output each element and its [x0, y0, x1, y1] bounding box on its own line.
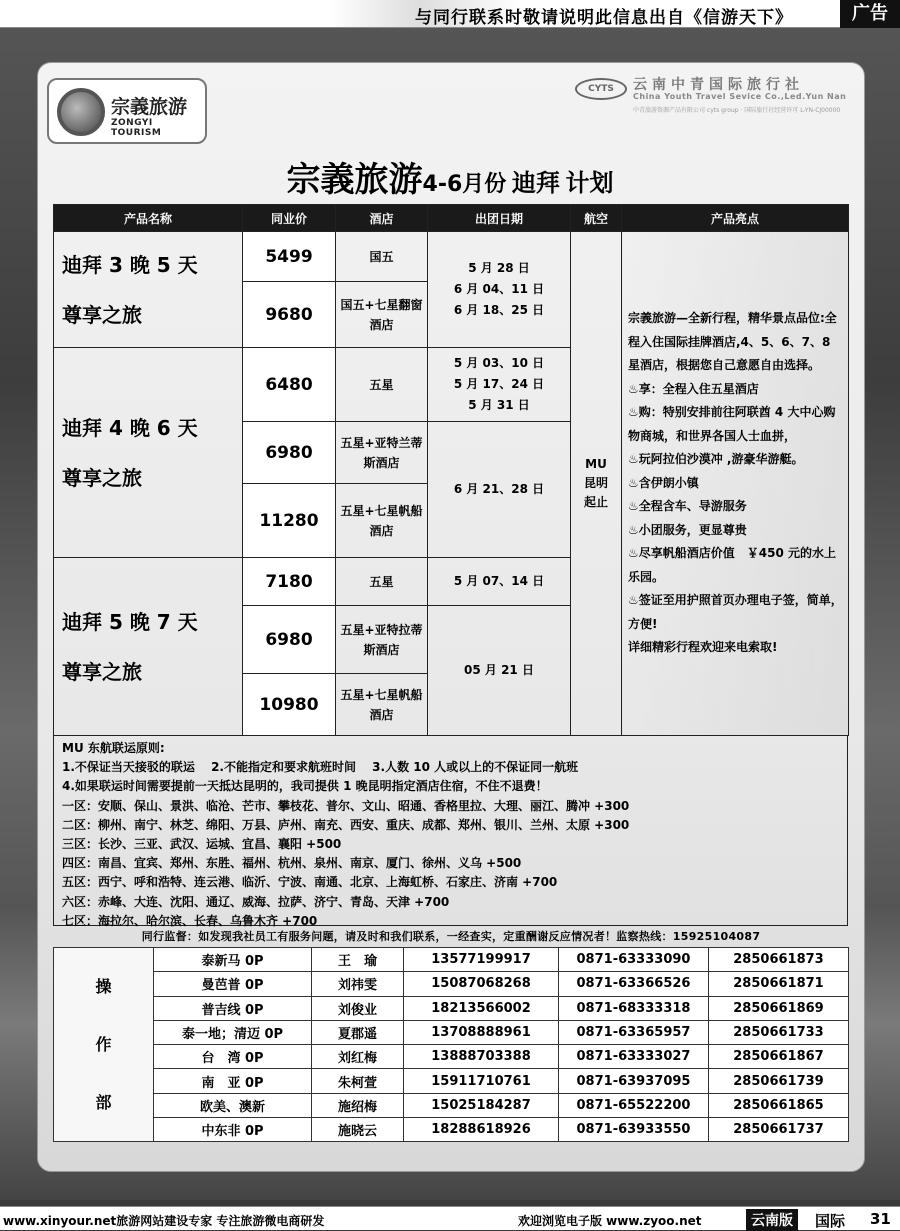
rules-line: 4.如果联运时间需要提前一天抵达昆明的，我司提供 1 晚昆明指定酒店住宿，不住不退费！ [62, 779, 548, 794]
partner-name: 云南中青国际旅行社 [633, 77, 804, 93]
hotel: 五星+七星帆船酒店 [336, 484, 428, 558]
telephone: 0871-63333090 [559, 948, 709, 972]
product-name: 迪拜 5 晚 7 天 尊享之旅 [54, 558, 243, 736]
qq: 2850661867 [709, 1045, 849, 1069]
departure-dates: 05 月 21 日 [428, 606, 571, 736]
departure-dates: 6 月 21、28 日 [428, 422, 571, 558]
route: 泰一地；清迈 0P [154, 1020, 312, 1044]
qq: 2850661869 [709, 996, 849, 1020]
partner-name-en: China Youth Travel Sevice Co.,Led.Yun Nan [633, 92, 847, 101]
mobile: 18288618926 [404, 1118, 559, 1142]
zone-item: 六区：赤峰、大连、沈阳、通辽、威海、拉萨、济宁、青岛、天津 +700 [62, 894, 450, 909]
table-row [54, 232, 849, 282]
supervision-notice: 同行监督：如发现我社员工有服务问题，请及时和我们联系，一经查实，定重酬谢反应情况者！监察热线：15925104087 [141, 930, 761, 943]
contact-name: 朱柯萱 [312, 1069, 404, 1093]
company-logo [47, 78, 207, 144]
footprint-logo-icon [57, 88, 105, 136]
mobile: 13708888961 [404, 1020, 559, 1044]
table-row [54, 1118, 849, 1142]
price: 9680 [243, 282, 336, 348]
telephone: 0871-63365957 [559, 1020, 709, 1044]
title-plan: 计划 [565, 169, 614, 197]
price: 6980 [243, 422, 336, 484]
route: 台 湾 0P [154, 1045, 312, 1069]
departure-dates: 5 月 07、14 日 [428, 558, 571, 606]
zone-item: 一区：安顺、保山、景洪、临沧、芒市、攀枝花、普尔、文山、昭通、香格里拉、大理、丽江、腾冲 +300 [62, 798, 630, 813]
hotel: 五星 [336, 348, 428, 422]
hotel: 五星+亚特拉蒂斯酒店 [336, 606, 428, 674]
zone-item: 五区：西宁、呼和浩特、连云港、临沂、宁波、南通、北京、上海虹桥、石家庄、济南 +700 [62, 875, 558, 890]
product-table [53, 204, 849, 736]
contact-name: 王 瑜 [312, 948, 404, 972]
col-hotel: 酒店 [336, 205, 428, 232]
table-row [54, 972, 849, 996]
price: 7180 [243, 558, 336, 606]
mobile: 15025184287 [404, 1093, 559, 1117]
title-dest: 迪拜 [511, 169, 560, 197]
qq: 2850661737 [709, 1118, 849, 1142]
contact-name: 施绍梅 [312, 1093, 404, 1117]
route: 欧美、澳新 [154, 1093, 312, 1117]
rules-line: 1.不保证当天接驳的联运 2.不能指定和要求航班时间 3.人数 10 人或以上的不保证同一航班 [62, 760, 579, 775]
qq: 2850661733 [709, 1020, 849, 1044]
ad-label: 广告 [840, 0, 900, 28]
col-product: 产品名称 [54, 205, 243, 232]
table-row [54, 1093, 849, 1117]
product-name: 迪拜 4 晚 6 天 尊享之旅 [54, 348, 243, 558]
section-badge: 云南版 [746, 1209, 798, 1231]
page-number: 31 [870, 1210, 891, 1228]
telephone: 0871-65522200 [559, 1093, 709, 1117]
partner-small-print: 中青旅游资源产品有限公司 cyts group · 国际旅行社经营许可 L-YN-CJ00000 [633, 107, 841, 114]
route: 普吉线 0P [154, 996, 312, 1020]
contact-name: 夏郡遥 [312, 1020, 404, 1044]
title-brand: 宗義旅游 [286, 160, 423, 200]
contacts-table [53, 947, 849, 1142]
mobile: 13888703388 [404, 1045, 559, 1069]
logo-name: 宗義旅游 [111, 96, 188, 118]
hotel: 五星+亚特兰蒂斯酒店 [336, 422, 428, 484]
footer-bar [0, 1206, 900, 1230]
qq: 2850661873 [709, 948, 849, 972]
table-row [54, 1045, 849, 1069]
col-airline: 航空 [571, 205, 622, 232]
contact-name: 刘红梅 [312, 1045, 404, 1069]
zone-item: 四区：南昌、宜宾、郑州、东胜、福州、杭州、泉州、南京、厦门、徐州、义乌 +500 [62, 856, 522, 871]
airline-info: MU 昆明 起止 [571, 232, 622, 736]
table-row [54, 996, 849, 1020]
title-period: 4-6月份 [422, 172, 507, 197]
transfer-rules [53, 736, 848, 926]
hotel: 五星 [336, 558, 428, 606]
page-title [0, 152, 900, 201]
telephone: 0871-63366526 [559, 972, 709, 996]
logo-name-en: ZONGYI TOURISM [111, 118, 162, 138]
departure-dates: 5 月 28 日 6 月 04、11 日 6 月 18、25 日 [428, 232, 571, 348]
table-header-row [54, 205, 849, 232]
telephone: 0871-63333027 [559, 1045, 709, 1069]
qq: 2850661871 [709, 972, 849, 996]
col-price: 同业价 [243, 205, 336, 232]
table-row [54, 1020, 849, 1044]
route: 泰新马 0P [154, 948, 312, 972]
table-row [54, 948, 849, 972]
hotel: 国五+七星翻窗酒店 [336, 282, 428, 348]
departure-dates: 5 月 03、10 日 5 月 17、24 日 5 月 31 日 [428, 348, 571, 422]
zone-item: 三区：长沙、三亚、武汉、运城、宜昌、襄阳 +500 [62, 837, 342, 852]
mobile: 13577199917 [404, 948, 559, 972]
department-label: 操 作 部 [54, 948, 154, 1142]
rules-title: MU 东航联运原则: [62, 741, 165, 755]
section-label: 国际 [815, 1212, 846, 1230]
cyts-logo-icon: CYTS [575, 78, 627, 100]
telephone: 0871-63937095 [559, 1069, 709, 1093]
footer-left: www.xinyour.net旅游网站建设专家 专注旅游微电商研发 [3, 1214, 325, 1228]
partner-logo [575, 74, 850, 124]
telephone: 0871-68333318 [559, 996, 709, 1020]
qq: 2850661865 [709, 1093, 849, 1117]
mobile: 15911710761 [404, 1069, 559, 1093]
route: 中东非 0P [154, 1118, 312, 1142]
price: 6980 [243, 606, 336, 674]
col-dates: 出团日期 [428, 205, 571, 232]
zone-item: 二区：柳州、南宁、林芝、绵阳、万县、庐州、南充、西安、重庆、成都、郑州、银川、兰州、太原 +300 [62, 817, 630, 832]
mobile: 15087068268 [404, 972, 559, 996]
mobile: 18213566002 [404, 996, 559, 1020]
contact-name: 刘祎雯 [312, 972, 404, 996]
footer-right: 欢迎浏览电子版 www.zyoo.net [518, 1214, 702, 1228]
zone-item: 七区：海拉尔、哈尔滨、长春、乌鲁木齐 +700 [62, 913, 318, 928]
hotel: 国五 [336, 232, 428, 282]
contact-name: 刘俊业 [312, 996, 404, 1020]
price: 6480 [243, 348, 336, 422]
col-highlights: 产品亮点 [622, 205, 849, 232]
table-row [54, 1069, 849, 1093]
top-banner [0, 0, 900, 28]
telephone: 0871-63933550 [559, 1118, 709, 1142]
product-highlights: 宗義旅游—全新行程，精华景点品位:全程入住国际挂牌酒店,4、5、6、7、8 星酒店，根据您自己意愿自由选择。 ♨享：全程入住五星酒店 ♨购：特别安排前往阿联酋 4 大中心购物商城，和世界各国人士血拼， ♨玩阿拉伯沙漠冲 ,游豪华游艇。 ♨含伊朗小镇 ♨全程含车、导游服务 ♨小团服务，更显尊贵 ♨尽享帆船酒店价值 ￥450 元的水上乐园。 ♨签证至用护照首页办理电子签，简单，方便! 详细精彩行程欢迎来电索取! [622, 232, 849, 736]
contact-name: 施晓云 [312, 1118, 404, 1142]
product-name: 迪拜 3 晚 5 天 尊享之旅 [54, 232, 243, 348]
price: 5499 [243, 232, 336, 282]
price: 10980 [243, 674, 336, 736]
banner-text: 与同行联系时敬请说明此信息出自《信游天下》 [415, 8, 793, 28]
qq: 2850661739 [709, 1069, 849, 1093]
price: 11280 [243, 484, 336, 558]
hotel: 五星+七星帆船酒店 [336, 674, 428, 736]
route: 曼芭普 0P [154, 972, 312, 996]
route: 南 亚 0P [154, 1069, 312, 1093]
